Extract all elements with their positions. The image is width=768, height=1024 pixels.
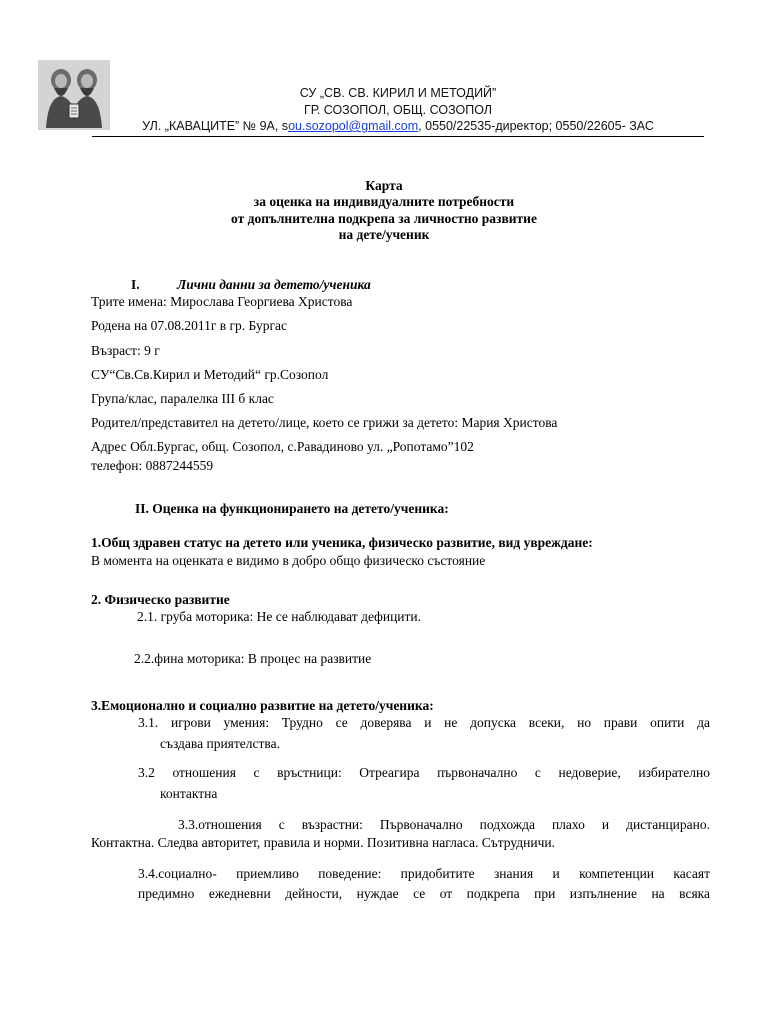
- parent-line: Родител/представител на детето/лице, което се грижи за детето: Мария Христова: [91, 415, 558, 430]
- school-email-link[interactable]: ou.sozopol@gmail.com: [288, 119, 419, 133]
- header-contacts: [92, 119, 704, 133]
- doc-subtitle-2: от допълнителна подкрепа за личностно развитие: [231, 211, 537, 226]
- class-line: Група/клас, паралелка III б клас: [91, 391, 274, 406]
- health-text: В момента на оценката е видимо в добро общо физическо състояние: [91, 553, 486, 568]
- adult-relations-line-1: 3.3.отношения с възрастни: Първоначално подхожда плахо и дистанцирано.: [178, 817, 710, 832]
- doc-title: Карта: [365, 178, 403, 193]
- social-behaviour-line-1: 3.4.социално- приемливо поведение: придобитите знания и компетенции касаят: [138, 866, 710, 881]
- header-phones: , 0550/22535-директор; 0550/22605- ЗАС: [418, 119, 654, 133]
- peer-relations-line-1: 3.2 отношения с връстници: Отреагира първоначално с недоверие, избирателно: [138, 765, 710, 780]
- header-town: ГР. СОЗОПОЛ, ОБЩ. СОЗОПОЛ: [304, 103, 492, 117]
- physical-heading: 2. Физическо развитие: [91, 592, 230, 607]
- adult-relations-line-2: Контактна. Следва авторитет, правила и норми. Позитивна нагласа. Сътрудничи.: [91, 835, 555, 850]
- header-school-name: СУ „СВ. СВ. КИРИЛ И МЕТОДИЙ”: [299, 86, 497, 100]
- section-1-heading: Лични данни за детето/ученика: [177, 277, 371, 292]
- header-divider: [92, 136, 704, 137]
- birth-info: Родена на 07.08.2011г в гр. Бургас: [91, 318, 287, 333]
- doc-subtitle-1: за оценка на индивидуалните потребности: [253, 194, 515, 209]
- age: Възраст: 9 г: [91, 343, 160, 358]
- address-line: Адрес Обл.Бургас, общ. Созопол, с.Равадиново ул. „Ропотамо”102: [91, 439, 474, 454]
- health-heading: 1.Общ здравен статус на детето или ученика, физическо развитие, вид увреждане:: [91, 535, 593, 550]
- gross-motor: 2.1. груба моторика: Не се наблюдават дефицити.: [137, 609, 422, 624]
- social-behaviour-line-2: предимно ежедневни дейности, нуждае се от подкрепа при изпълнение на всяка: [138, 886, 710, 901]
- phone-line: телефон: 0887244559: [91, 458, 214, 473]
- play-skills-line-1: 3.1. игрови умения: Трудно се доверява и не допуска всеки, но прави опити да: [138, 715, 710, 730]
- emotional-heading: 3.Емоционално и социално развитие на детето/ученика:: [91, 698, 434, 713]
- peer-relations-line-2: контактна: [160, 786, 218, 801]
- play-skills-line-2: създава приятелства.: [160, 736, 280, 751]
- section-2-heading: II. Оценка на функционирането на детето/ученика:: [135, 501, 449, 516]
- fine-motor: 2.2.фина моторика: В процес на развитие: [134, 651, 372, 666]
- school-line: СУ“Св.Св.Кирил и Методий“ гр.Созопол: [91, 367, 329, 382]
- section-1-number: I.: [131, 277, 140, 292]
- doc-subtitle-3: на дете/ученик: [338, 227, 430, 242]
- full-name: Трите имена: Мирослава Георгиева Христова: [91, 294, 353, 309]
- header-address: УЛ. „КАВАЦИТЕ” № 9А, s: [142, 119, 289, 133]
